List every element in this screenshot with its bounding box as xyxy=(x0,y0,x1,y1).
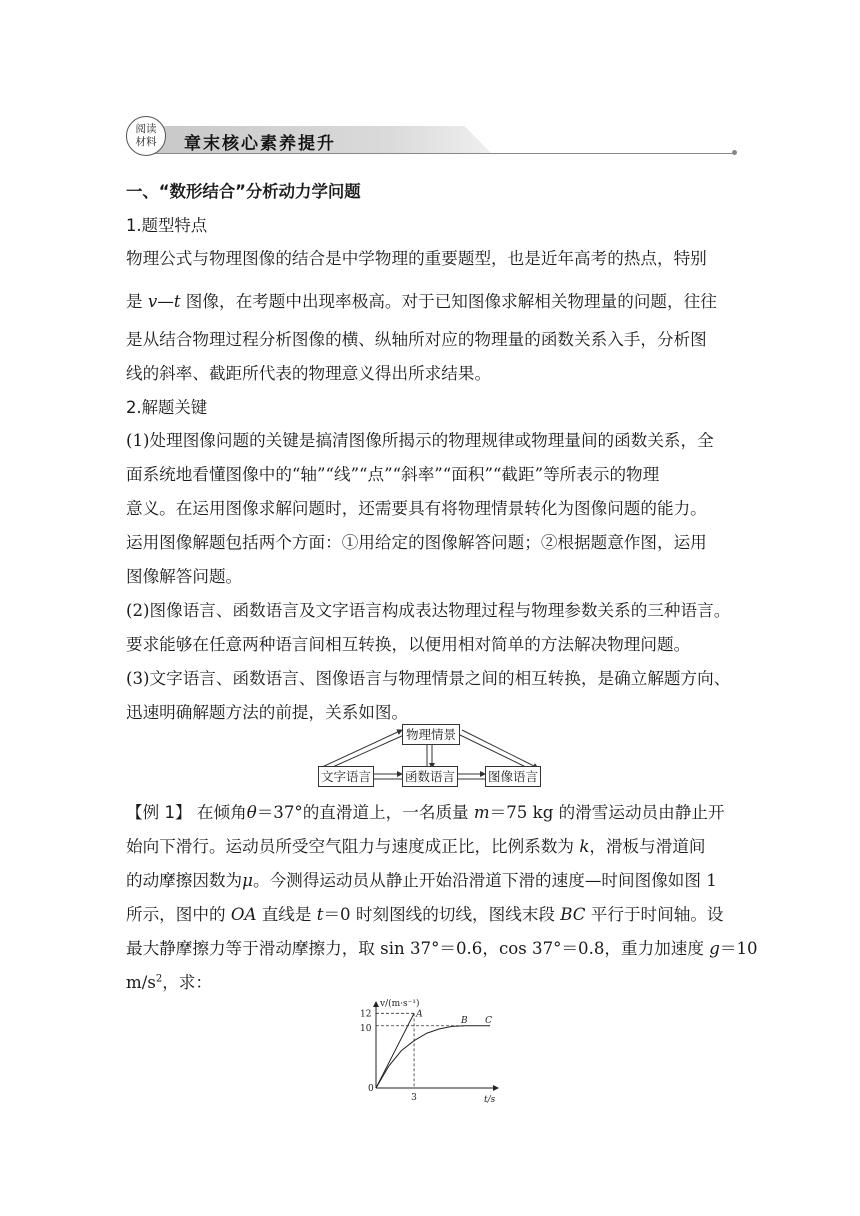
banner-rule-dot xyxy=(732,150,737,155)
badge-line1: 阅读 xyxy=(135,123,157,135)
graph-marks xyxy=(360,1009,492,1103)
math-var: μ xyxy=(242,871,253,890)
velocity-curve xyxy=(376,1026,490,1088)
text-run: 始向下滑行。运动员所受空气阻力与速度成正比，比例系数为 xyxy=(126,837,580,856)
math-var: BC xyxy=(560,905,586,924)
text-run: 的动摩擦因数为 xyxy=(126,871,243,890)
math-var: v—t xyxy=(147,292,181,311)
example-line xyxy=(126,901,738,925)
paragraph-line: 图像解答问题。 xyxy=(126,567,243,586)
example-line xyxy=(126,969,738,993)
paragraph-line: 要求能够在任意两种语言间相互转换，以便用相对简单的方法解决物理问题。 xyxy=(126,635,691,654)
y-axis-label: v/(m·s⁻¹) xyxy=(380,999,420,1009)
paragraph-line: 意义。在运用图像求解问题时，还需要具有将物理情景转化为图像问题的能力。 xyxy=(126,499,707,518)
reading-material-badge xyxy=(126,116,166,156)
text-run: ＝75 kg 的滑雪运动员由静止开 xyxy=(489,803,725,822)
y-tick-label: 12 xyxy=(360,1009,372,1020)
badge-line2: 材料 xyxy=(135,136,157,148)
node-function-language: 函数语言 xyxy=(402,766,458,787)
example-line xyxy=(126,799,738,823)
text-run: 在倾角 xyxy=(191,803,247,822)
vt-graph-svg xyxy=(356,994,506,1106)
math-var: t xyxy=(316,905,324,924)
text-run: 直线是 xyxy=(256,905,317,924)
paragraph-line xyxy=(126,288,738,312)
node-graph-language: 图像语言 xyxy=(485,766,541,787)
text-run: ＝10 xyxy=(719,939,758,958)
text-run: 平行于时间轴。设 xyxy=(585,905,724,924)
example-line xyxy=(126,833,738,857)
math-var: OA xyxy=(230,905,257,924)
x-tick-label: 3 xyxy=(411,1093,417,1103)
text-run: m/s xyxy=(126,973,156,992)
text-run: 。今测得运动员从静止开始沿滑道下滑的速度—时间图像如图 1 xyxy=(252,871,717,890)
x-axis-label: t/s xyxy=(484,1095,496,1105)
paragraph-line: 运用图像解题包括两个方面：①用给定的图像解答问题；②根据题意作图，运用 xyxy=(126,533,707,552)
text-run: 图像，在考题中出现率极高。对于已知图像求解相关物理量的问题，往往 xyxy=(180,292,717,311)
math-var: θ xyxy=(246,803,257,822)
paragraph-line: (3)文字语言、函数语言、图像语言与物理情景之间的相互转换，是确立解题方向、 xyxy=(126,669,731,688)
paragraph-line: 迅速明确解题方法的前提，关系如图。 xyxy=(126,703,409,722)
paragraph-line: 物理公式与物理图像的结合是中学物理的重要题型，也是近年高考的热点，特别 xyxy=(126,249,707,268)
example-line xyxy=(126,935,758,959)
text-run: ，滑板与滑道间 xyxy=(589,837,706,856)
text-run: ，求： xyxy=(162,973,212,992)
text-run: ＝37°的直滑道上，一名质量 xyxy=(256,803,474,822)
example-label: 【例 1】 xyxy=(126,803,192,822)
node-text-language: 文字语言 xyxy=(318,766,374,787)
subheading-keys: 2.解题关键 xyxy=(126,398,208,417)
language-relation-diagram xyxy=(316,722,542,788)
paragraph-line: 是从结合物理过程分析图像的横、纵轴所对应的物理量的函数关系入手，分析图 xyxy=(126,330,707,349)
point-label-A: A xyxy=(416,1009,423,1020)
origin-label: 0 xyxy=(368,1084,374,1094)
paragraph-line: (2)图像语言、函数语言及文字语言构成表达物理过程与物理参数关系的三种语言。 xyxy=(126,601,731,620)
node-physical-scene: 物理情景 xyxy=(402,724,460,745)
chapter-banner xyxy=(126,116,736,156)
text-run: 是 xyxy=(126,292,148,311)
paragraph-line: 面系统地看懂图像中的“轴”“线”“点”“斜率”“面积”“截距”等所表示的物理 xyxy=(126,465,660,484)
banner-rule xyxy=(148,153,734,154)
tangent-line-OA xyxy=(376,1013,414,1088)
math-var: k xyxy=(579,837,590,856)
vt-graph xyxy=(356,994,506,1106)
banner-title: 章末核心素养提升 xyxy=(184,134,336,154)
y-tick-label: 10 xyxy=(360,1023,372,1034)
section-heading: 一、“数形结合”分析动力学问题 xyxy=(126,182,361,201)
subheading-features: 1.题型特点 xyxy=(126,216,208,235)
text-run: 最大静摩擦力等于滑动摩擦力，取 sin 37°＝0.6，cos 37°＝0.8，重力加速度 xyxy=(126,939,710,958)
point-label-B: B xyxy=(461,1015,468,1026)
text-run: 所示，图中的 xyxy=(126,905,231,924)
paragraph-line: 线的斜率、截距所代表的物理意义得出所求结果。 xyxy=(126,364,492,383)
superscript: 2 xyxy=(155,973,163,985)
paragraph-line: (1)处理图像问题的关键是搞清图像所揭示的物理规律或物理量间的函数关系，全 xyxy=(126,431,714,450)
math-var: m xyxy=(473,803,490,822)
text-run: ＝0 时刻图线的切线，图线末段 xyxy=(323,905,561,924)
point-label-C: C xyxy=(485,1015,493,1026)
math-var: g xyxy=(709,939,720,958)
example-line xyxy=(126,867,738,891)
